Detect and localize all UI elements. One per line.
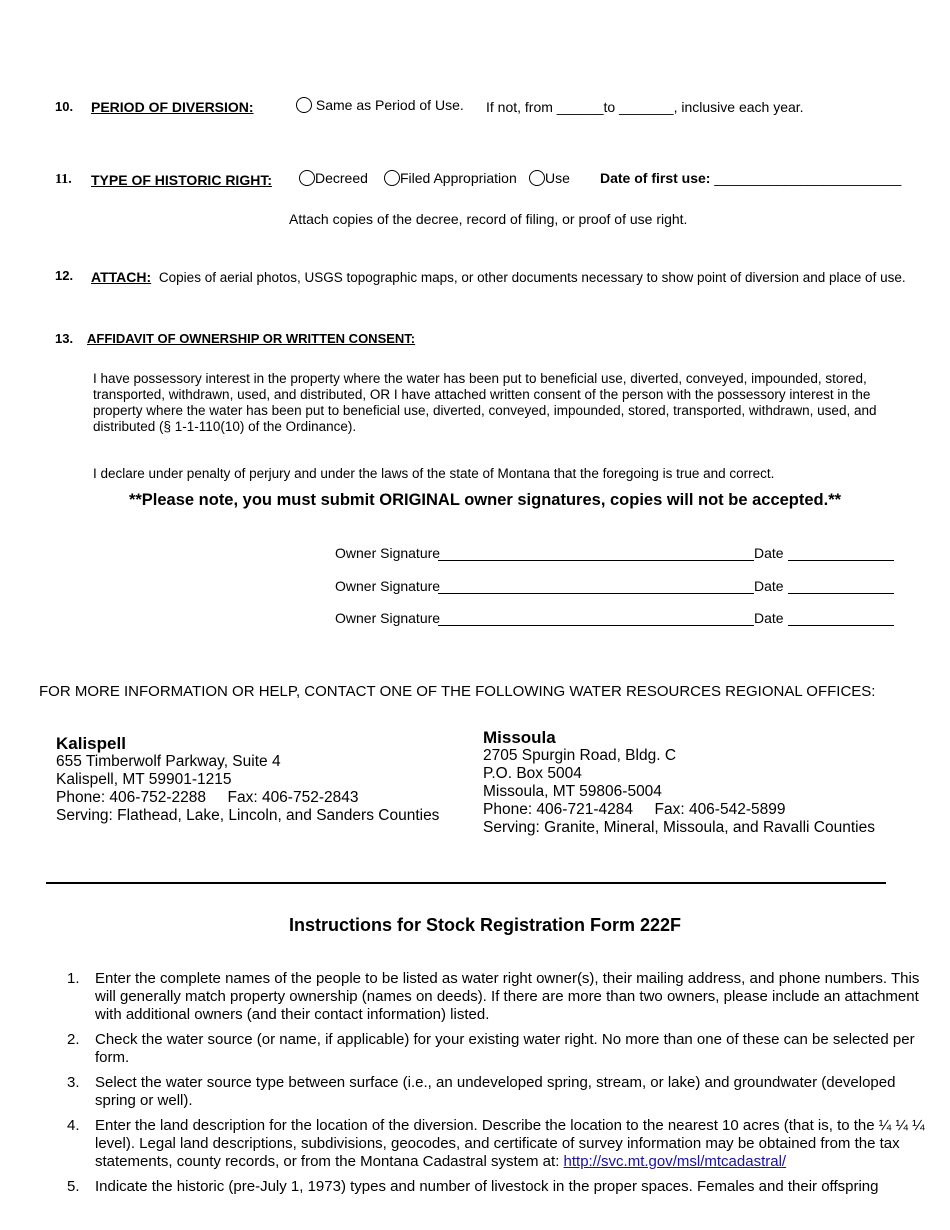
office-missoula bbox=[483, 729, 875, 837]
date-line-1[interactable] bbox=[788, 560, 894, 561]
radio-use[interactable] bbox=[529, 170, 545, 186]
instruction-text: Select the water source type between surface (i.e., an undeveloped spring, stream, or lake) and groundwater (developed spring or well). bbox=[95, 1074, 896, 1109]
office-kalispell bbox=[56, 735, 439, 825]
item-11-number: 11. bbox=[55, 172, 72, 187]
instructions-title: Instructions for Stock Registration Form 222F bbox=[288, 915, 682, 935]
owner-signature-label-3: Owner Signature bbox=[335, 610, 441, 626]
instruction-number: 1. bbox=[67, 970, 80, 987]
radio-same-as-period[interactable] bbox=[296, 97, 312, 113]
perjury-declaration: I declare under penalty of perjury and under the laws of the state of Montana that the foregoing is true and correct. bbox=[93, 466, 775, 481]
office-missoula-city: Missoula bbox=[483, 728, 556, 747]
use-label: Use bbox=[545, 170, 570, 186]
item-13-number: 13. bbox=[55, 331, 74, 346]
affidavit-paragraph: I have possessory interest in the property where the water has been put to beneficial use, diverted, conveyed, impounded, stored, transported, withdrawn, used, and distributed, OR I have attached written consent of the person with the possessory interest in the property where the water has been put to beneficial use, diverted, conveyed, impounded, stored, transported, withdrawn, used, and distributed (§ 1-1-110(10) of the Ordinance). bbox=[93, 371, 877, 434]
owner-signature-line-3[interactable] bbox=[438, 625, 754, 626]
item-12-line bbox=[91, 269, 906, 285]
radio-decreed[interactable] bbox=[299, 170, 315, 186]
item-13-heading: AFFIDAVIT OF OWNERSHIP OR WRITTEN CONSENT: bbox=[87, 331, 416, 346]
office-missoula-serving: Serving: Granite, Mineral, Missoula, and Ravalli Counties bbox=[483, 819, 875, 836]
right-use-option[interactable] bbox=[529, 170, 570, 186]
instruction-item bbox=[0, 1074, 925, 1110]
instruction-item bbox=[0, 970, 925, 1024]
owner-signature-label-1: Owner Signature bbox=[335, 545, 441, 561]
right-decreed-option[interactable] bbox=[299, 170, 368, 186]
filed-label: Filed Appropriation bbox=[400, 170, 517, 186]
item-10-heading: PERIOD OF DIVERSION: bbox=[91, 99, 254, 115]
date-label-3: Date bbox=[754, 610, 784, 626]
section-divider bbox=[46, 882, 886, 884]
instruction-item bbox=[0, 1117, 925, 1171]
instruction-text: Enter the complete names of the people to be listed as water right owner(s), their mailing address, and phone numbers. This will generally match property ownership (names on deeds). If there are more than two owners, please include an attachment with additional owners (and their contact information) listed. bbox=[95, 970, 920, 1023]
date-first-use-label: Date of first use: bbox=[600, 170, 711, 186]
instruction-text: Enter the land description for the location of the diversion. Describe the location to the nearest 10 acres (that is, to the ¼ ¼ ¼ level). Legal land descriptions, subdivisions, geocodes, and certificate of survey information may be obtained from the tax statements, county records, or from the Montana Cadastral system at: bbox=[95, 1117, 925, 1170]
date-first-use-blank[interactable]: ________________________ bbox=[714, 170, 902, 186]
office-kalispell-address: 655 Timberwolf Parkway, Suite 4 bbox=[56, 753, 281, 770]
date-line-3[interactable] bbox=[788, 625, 894, 626]
original-signatures-note: **Please note, you must submit ORIGINAL owner signatures, copies will not be accepted.** bbox=[128, 491, 842, 509]
office-missoula-phone: Phone: 406-721-4284 Fax: 406-542-5899 bbox=[483, 801, 786, 818]
contact-header: FOR MORE INFORMATION OR HELP, CONTACT ONE OF THE FOLLOWING WATER RESOURCES REGIONAL OFFICES: bbox=[39, 683, 876, 700]
date-first-use[interactable] bbox=[600, 170, 901, 186]
item-12-text: Copies of aerial photos, USGS topographic maps, or other documents necessary to show point of diversion and place of use. bbox=[158, 270, 906, 285]
date-label-1: Date bbox=[754, 545, 784, 561]
period-same-label: Same as Period of Use. bbox=[315, 97, 464, 113]
item-10-number: 10. bbox=[55, 99, 74, 114]
item-11-heading: TYPE OF HISTORIC RIGHT: bbox=[91, 172, 272, 188]
item-12-heading: ATTACH: bbox=[91, 269, 152, 285]
instruction-item bbox=[0, 1031, 925, 1067]
right-filed-option[interactable] bbox=[384, 170, 517, 186]
period-range-text: If not, from ______to _______, inclusive each year. bbox=[486, 99, 804, 115]
office-kalispell-citystate: Kalispell, MT 59901-1215 bbox=[56, 771, 232, 788]
instruction-number: 3. bbox=[67, 1074, 80, 1091]
office-kalispell-city: Kalispell bbox=[56, 734, 126, 753]
instruction-number: 2. bbox=[67, 1031, 80, 1048]
office-missoula-address: 2705 Spurgin Road, Bldg. C bbox=[483, 747, 677, 764]
instructions-list bbox=[0, 970, 925, 1203]
instruction-number: 4. bbox=[67, 1117, 80, 1134]
attach-copies-note: Attach copies of the decree, record of filing, or proof of use right. bbox=[289, 211, 688, 227]
instruction-number: 5. bbox=[67, 1178, 80, 1195]
radio-filed-appropriation[interactable] bbox=[384, 170, 400, 186]
date-line-2[interactable] bbox=[788, 593, 894, 594]
instruction-text: Check the water source (or name, if applicable) for your existing water right. No more than one of these can be selected per form. bbox=[95, 1031, 915, 1066]
owner-signature-label-2: Owner Signature bbox=[335, 578, 441, 594]
date-label-2: Date bbox=[754, 578, 784, 594]
owner-signature-line-1[interactable] bbox=[438, 560, 754, 561]
office-kalispell-phone: Phone: 406-752-2288 Fax: 406-752-2843 bbox=[56, 789, 359, 806]
mtcadastral-link[interactable]: http://svc.mt.gov/msl/mtcadastral/ bbox=[563, 1153, 787, 1170]
item-12-number: 12. bbox=[55, 268, 74, 283]
office-missoula-citystate: Missoula, MT 59806-5004 bbox=[483, 783, 662, 800]
instruction-text: Indicate the historic (pre-July 1, 1973) types and number of livestock in the proper spaces. Females and their offspring bbox=[95, 1178, 879, 1195]
office-missoula-pobox: P.O. Box 5004 bbox=[483, 765, 582, 782]
owner-signature-line-2[interactable] bbox=[438, 593, 754, 594]
period-same-option[interactable] bbox=[296, 97, 464, 113]
decreed-label: Decreed bbox=[315, 170, 368, 186]
instruction-item bbox=[0, 1178, 925, 1196]
office-kalispell-serving: Serving: Flathead, Lake, Lincoln, and Sanders Counties bbox=[56, 807, 440, 824]
